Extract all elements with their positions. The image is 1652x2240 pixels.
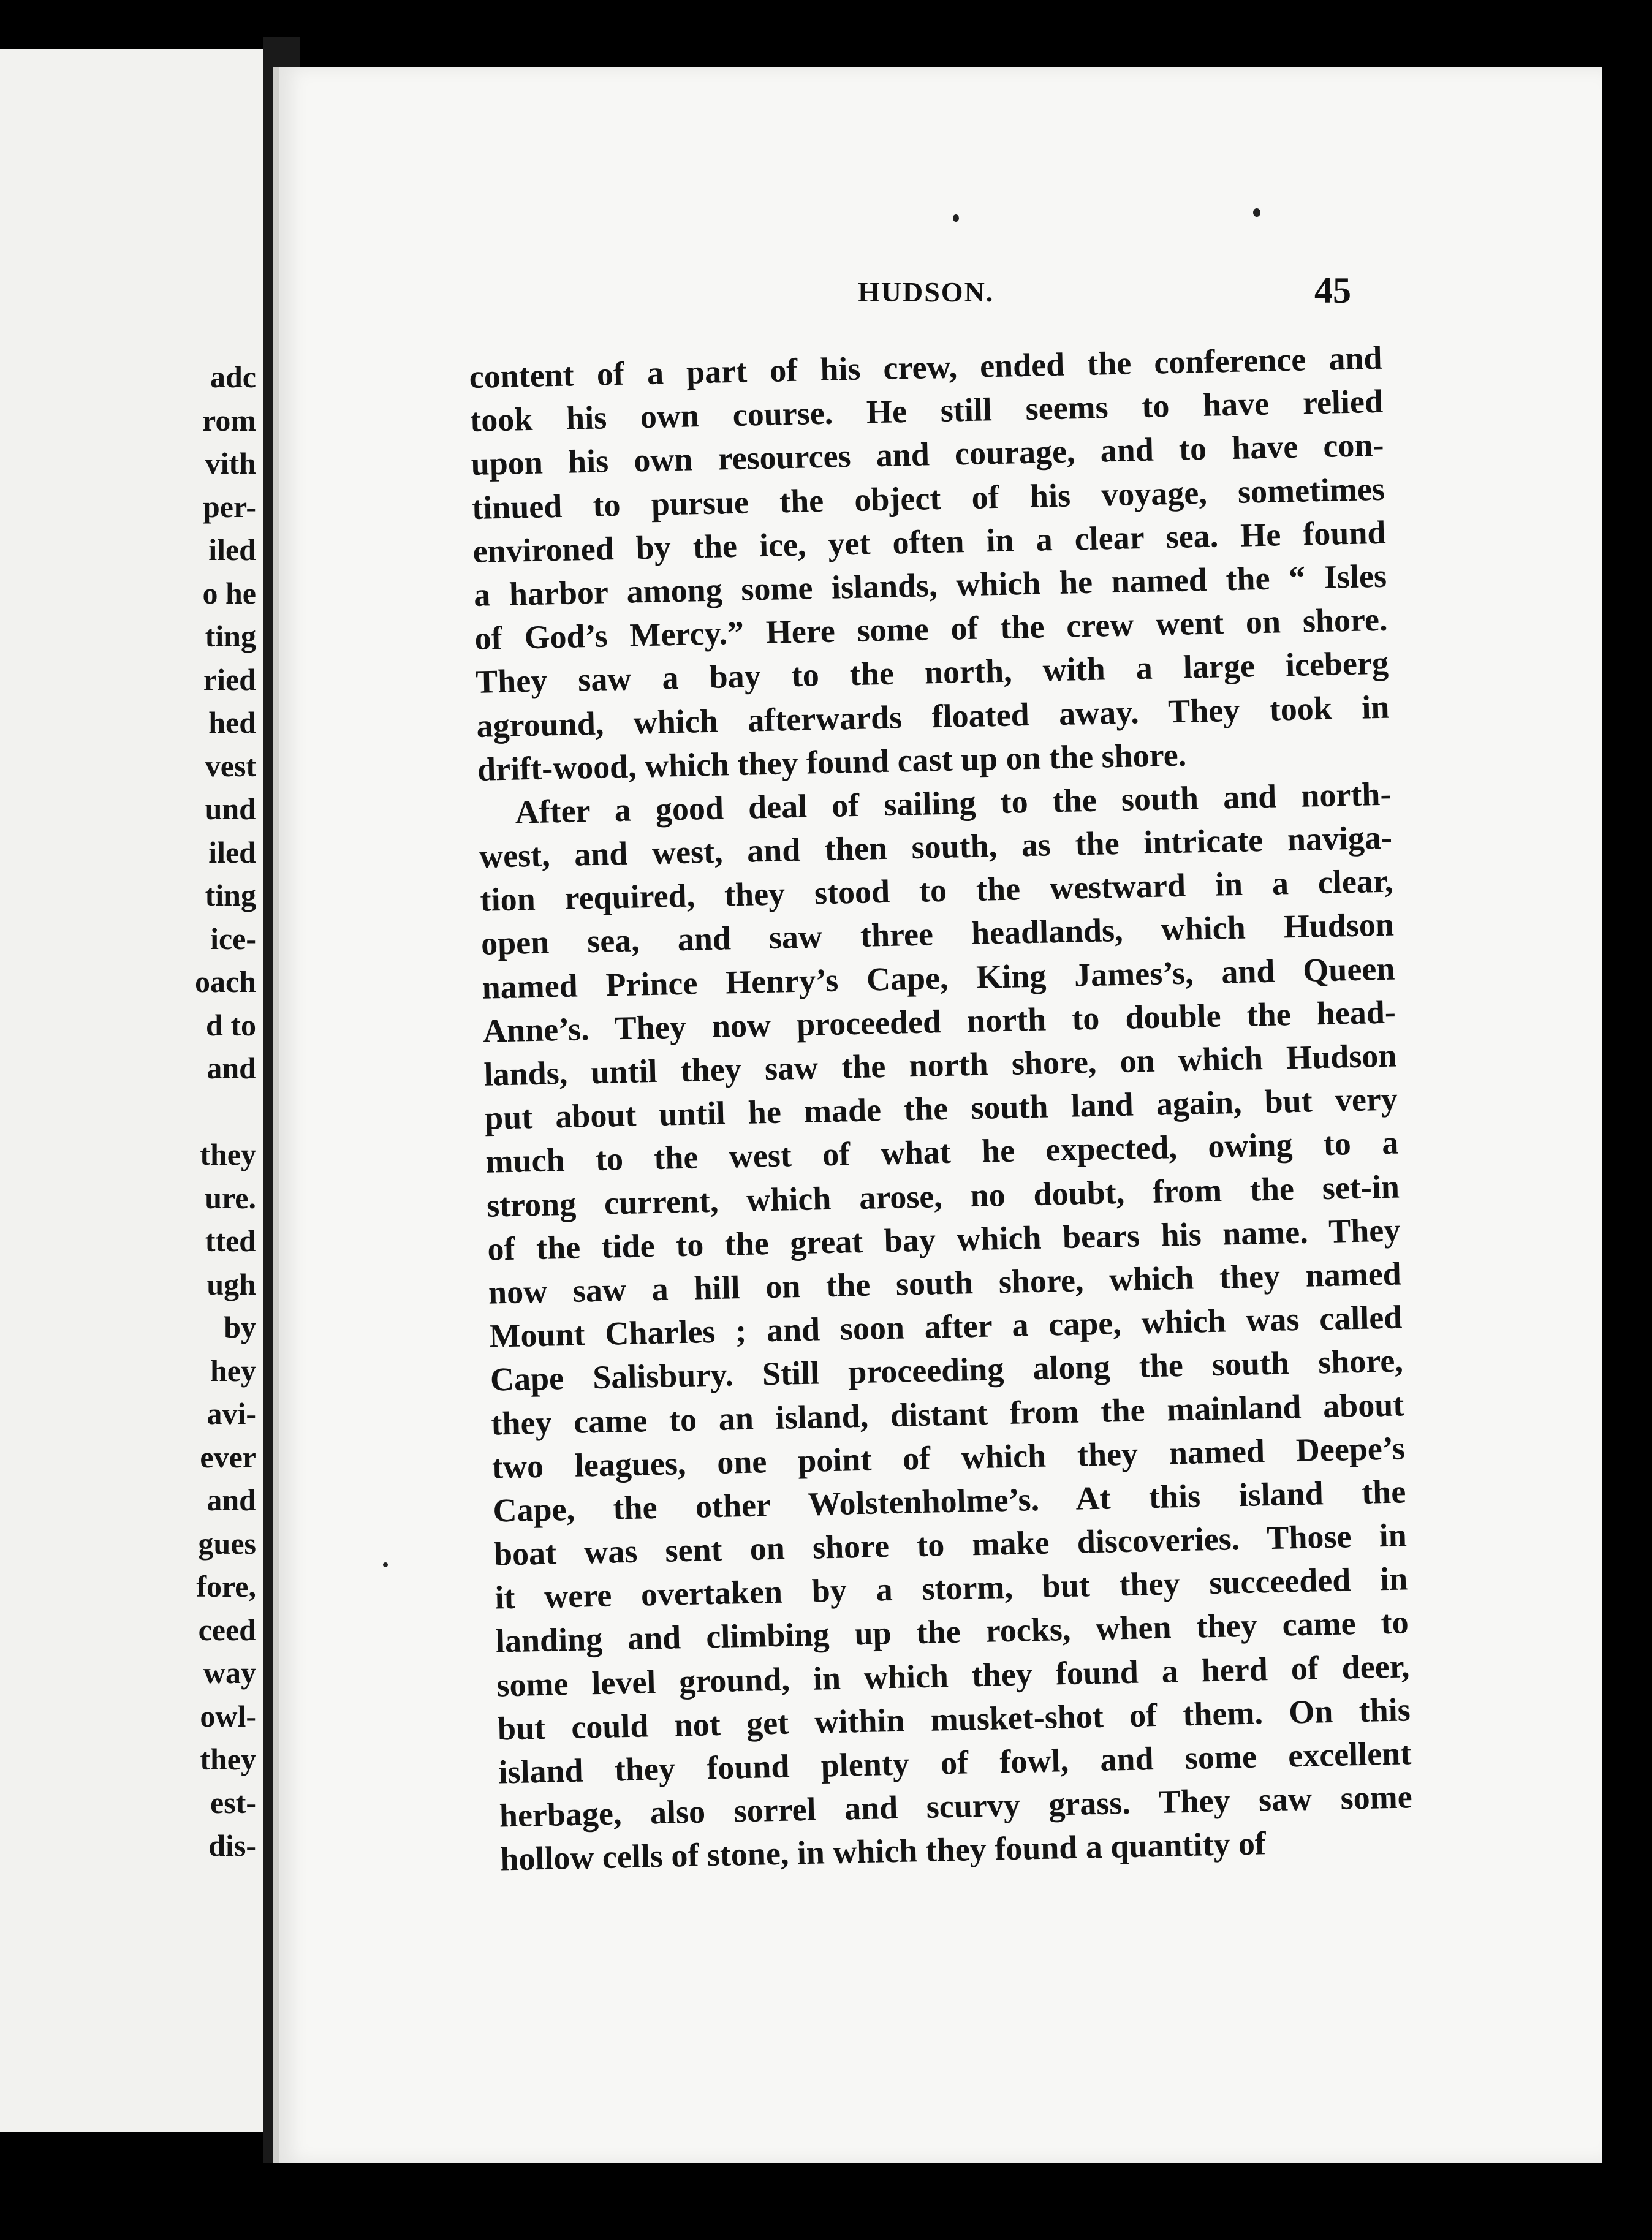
left-line: dis- — [208, 1828, 256, 1863]
text-line: two leagues, one point of which they named Deepe’s — [491, 1429, 1406, 1486]
body-text — [469, 336, 1416, 2010]
text-line: environed by the ice, yet often in a clear sea. He found — [472, 513, 1386, 570]
text-line: put about until he made the south land again, but very — [484, 1080, 1398, 1137]
text-line: of the tide to the great bay which bears his name. They — [487, 1211, 1401, 1268]
text-line: content of a part of his crew, ended the conference and — [469, 339, 1383, 395]
text-line: They saw a bay to the north, with a large iceberg — [475, 644, 1389, 701]
left-line — [195, 1090, 256, 1133]
left-line: ceed — [198, 1612, 256, 1647]
text-line: tinued to pursue the object of his voyage, sometimes — [471, 470, 1385, 526]
text-line: some level ground, in which they found a herd of deer, — [496, 1647, 1410, 1704]
text-line: Cape Salisbury. Still proceeding along the south shore, — [490, 1342, 1404, 1398]
left-line: rom — [202, 403, 256, 437]
text-line: drift-wood, which they found cast up on the shore. — [477, 736, 1187, 788]
left-line: iled — [208, 532, 256, 567]
ink-speck — [953, 214, 959, 222]
text-line: tion required, they stood to the westward in a clear, — [479, 862, 1393, 919]
text-line: boat was sent on shore to make discoveries. Those in — [493, 1516, 1408, 1573]
text-line: now saw a hill on the south shore, which they named — [488, 1255, 1402, 1311]
text-line: aground, which afterwards floated away. They took in — [476, 688, 1390, 744]
text-line: lands, until they saw the north shore, on which Hudson — [483, 1037, 1397, 1093]
left-line: they — [200, 1137, 256, 1171]
left-line: und — [205, 792, 256, 826]
left-line: ure. — [205, 1180, 256, 1215]
text-line: a harbor among some islands, which he named the “ Isles — [473, 557, 1387, 613]
left-line: adc — [210, 360, 256, 394]
left-line: est- — [210, 1785, 256, 1820]
left-line: o he — [202, 575, 256, 610]
left-line: way — [203, 1655, 256, 1690]
left-line: ice- — [210, 921, 256, 956]
page-title: HUDSON. — [858, 276, 995, 308]
previous-page-fragment — [0, 49, 270, 2132]
left-line: hey — [210, 1353, 256, 1388]
text-line: Cape, the other Wolstenholme’s. At this island the — [492, 1473, 1406, 1529]
left-line: vest — [205, 748, 256, 783]
left-line: avi- — [206, 1396, 256, 1431]
text-line: much to the west of what he expected, owing to a — [485, 1124, 1399, 1181]
left-line: they — [200, 1742, 256, 1776]
text-line: strong current, which arose, no doubt, from the set-in — [486, 1168, 1400, 1224]
text-line: Mount Charles ; and soon after a cape, which was called — [488, 1298, 1403, 1355]
left-line: iled — [208, 834, 256, 869]
left-line: ever — [200, 1439, 256, 1474]
text-line: upon his own resources and courage, and to have con- — [471, 426, 1385, 483]
left-line: oach — [195, 964, 256, 999]
left-line: and — [206, 1051, 256, 1085]
text-line: landing and climbing up the rocks, when they came to — [495, 1603, 1409, 1660]
left-line: ting — [205, 878, 256, 912]
previous-page-text — [195, 355, 256, 1867]
text-line: but could not get within musket-shot of them. On this — [497, 1691, 1411, 1747]
left-line: ting — [205, 619, 256, 653]
left-line: ugh — [206, 1266, 256, 1301]
running-header — [279, 270, 1602, 325]
ink-speck — [1253, 208, 1260, 217]
text-line: After a good deal of sailing to the south and north- — [514, 775, 1392, 831]
text-line: took his own course. He still seems to have relied — [469, 382, 1384, 439]
text-line: hollow cells of stone, in which they found a quantity of — [499, 1825, 1267, 1878]
left-line: vith — [205, 446, 256, 480]
ink-speck — [383, 1562, 388, 1567]
text-line: west, and west, and then south, as the intricate naviga- — [479, 819, 1393, 875]
left-line: hed — [208, 705, 256, 740]
text-line: herbage, also sorrel and scurvy grass. They saw some — [499, 1778, 1413, 1834]
book-page — [273, 67, 1602, 2163]
text-line: island they found plenty of fowl, and some excellent — [498, 1735, 1412, 1791]
text-line: named Prince Henry’s Cape, King James’s, and Queen — [481, 950, 1395, 1006]
left-line: by — [224, 1310, 256, 1344]
left-line: ried — [203, 662, 256, 697]
left-line: tted — [205, 1224, 256, 1258]
left-line: d to — [206, 1007, 256, 1042]
page-number: 45 — [1314, 270, 1351, 311]
left-line: gues — [198, 1526, 256, 1561]
text-line: Anne’s. They now proceeded north to double the head- — [482, 993, 1396, 1050]
text-line: they came to an island, distant from the mainland about — [490, 1385, 1404, 1442]
left-line: owl- — [200, 1698, 256, 1733]
text-line: open sea, and saw three headlands, which Hudson — [480, 906, 1395, 963]
left-line: and — [206, 1483, 256, 1517]
text-line: of God’s Mercy.” Here some of the crew went on shore. — [474, 600, 1388, 657]
left-line: per- — [203, 489, 256, 524]
left-line: fore, — [196, 1569, 256, 1603]
text-line: it were overtaken by a storm, but they succeeded in — [494, 1560, 1408, 1616]
